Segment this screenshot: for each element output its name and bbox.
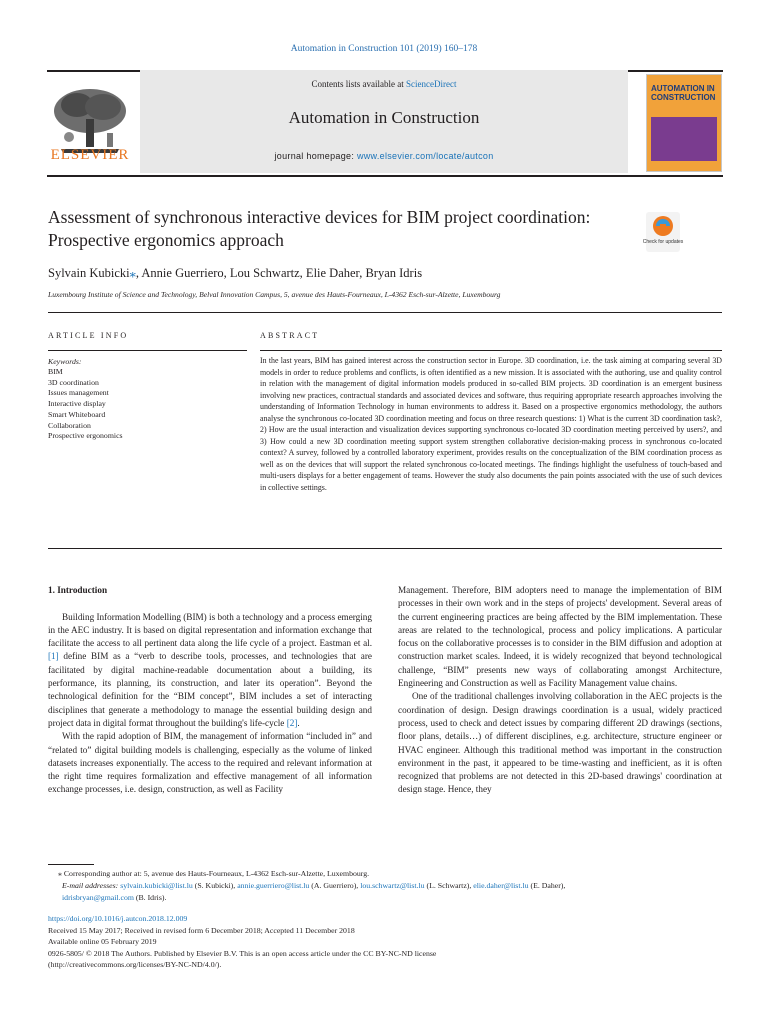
license-url[interactable]: (http://creativecommons.org/licenses/BY-NC-ND/4.0/).	[48, 960, 222, 969]
crossmark-text: Check for updates	[642, 239, 684, 245]
online-date: Available online 05 February 2019	[48, 937, 157, 946]
intro-paragraph-2: With the rapid adoption of BIM, the management of information “included in” and “related to” digital building models is challenging, especially as the volume of linked datasets increases exponentially. The access to the required and relevant information at the right time requires formalization and effective management of all information exchange processes, i.e. design, construction, as well as Facility	[48, 731, 372, 795]
journal-homepage	[140, 151, 628, 161]
homepage-link[interactable]: www.elsevier.com/locate/autcon	[356, 151, 494, 161]
email-link[interactable]: lou.schwartz@list.lu	[360, 881, 425, 890]
publisher-name: ELSEVIER	[50, 147, 130, 163]
intro-paragraph-1	[48, 611, 372, 731]
body-column-right	[398, 584, 722, 797]
email-label: E-mail addresses:	[62, 881, 119, 890]
received-dates: Received 15 May 2017; Received in revised form 6 December 2018; Accepted 11 December 2018	[48, 925, 355, 935]
footnote-rule	[48, 864, 94, 865]
doi-link[interactable]: https://doi.org/10.1016/j.autcon.2018.12.009	[48, 914, 188, 923]
abstract-label: ABSTRACT	[260, 331, 320, 340]
contents-prefix: Contents lists available at	[311, 79, 406, 89]
cover-title: AUTOMATION IN CONSTRUCTION	[651, 84, 716, 102]
keyword-list	[48, 367, 123, 442]
license-line: 0926-5805/ © 2018 The Authors. Published by Elsevier B.V. This is an open access article under the CC BY-NC-ND license	[48, 948, 437, 958]
journal-cover-image[interactable]	[646, 74, 722, 172]
keyword-item: Prospective ergonomics	[48, 431, 123, 441]
email-line	[48, 880, 722, 892]
keyword-item: Collaboration	[48, 420, 91, 430]
authors-rest: , Annie Guerriero, Lou Schwartz, Elie Daher, Bryan Idris	[135, 266, 423, 280]
homepage-prefix: journal homepage:	[274, 151, 357, 161]
affiliation: Luxembourg Institute of Science and Technology, Belval Innovation Campus, 5, avenue des Hauts-Fourneaux, L-4362 Esch-sur-Alzette, Luxembourg	[48, 290, 501, 299]
citation-link[interactable]: [1]	[48, 651, 59, 662]
keyword-item: Interactive display	[48, 399, 106, 409]
contents-line	[140, 79, 628, 89]
section-heading: 1. Introduction	[48, 585, 108, 595]
journal-reference[interactable]: Automation in Construction 101 (2019) 160–178	[290, 44, 478, 54]
check-for-updates-icon[interactable]	[642, 212, 684, 252]
keywords-label: Keywords:	[48, 357, 82, 366]
email-line-2	[48, 892, 722, 904]
email-link[interactable]: sylvain.kubicki@list.lu	[120, 881, 193, 890]
email-link[interactable]: elie.daher@list.lu	[473, 881, 529, 890]
abstract-bottom-rule	[48, 548, 722, 549]
intro-p1-text-a: Building Information Modelling (BIM) is both a technology and a process emerging in the AEC industry. It is based on digital representation and information exchange that facilitate the access to all pertinent data along the life cycle of a project. Eastman et al.	[48, 611, 372, 649]
email-owner: (S. Kubicki),	[192, 881, 238, 890]
article-title: Assessment of synchronous interactive devices for BIM project coordination: Prospective ergonomics approach	[48, 207, 591, 250]
email-owner: (E. Daher),	[528, 881, 566, 890]
abstract-rule	[260, 350, 722, 351]
header-bottom-rule	[47, 175, 723, 177]
keyword-item: Smart Whiteboard	[48, 409, 106, 419]
abstract-text: In the last years, BIM has gained interest across the construction sector in Europe. 3D coordination, i.e. the task aiming at comparing several 3D models in order to reduce problems and conflicts, is often identified as a new mission. It is associated with the authoring, use and quality control in relation with the management of digital information models produced in so-called BIM projects. 3D coordination is an emergent business involving new practices, contractual standards and associated devices and software, thus requiring appropriate research approaches involving the understanding of Information Technology in human environments to address it. Based on a prospective ergonomics methodology, the authors analyse the synchronous co-located 3D coordination meeting and focus on three research questions: 1) What is the current 3D coordination task?, 2) How are the usual interaction and visualization devices supporting synchronous co-located 3D coordination meeting perceived by users?, and 3) How could a new 3D coordination meeting support system strengthen collaborative decision-making process in synchronous co-located context? A survey, followed by a controlled laboratory experiment, provides results on the conceptualization of the BIM coordination process as well as on the devices that will support the related synchronous co-located meetings. The findings highlight the usefulness of touch-based and multi-users displays for a better engagement of teams. However the study also documents the pain points associated with the use of such devices in collective settings.	[260, 356, 722, 492]
footnotes	[48, 868, 722, 904]
author-first: Sylvain Kubicki	[48, 266, 130, 280]
corresponding-note: ⁎ Corresponding author at: 5, avenue des Hauts-Fourneaux, L-4362 Esch-sur-Alzette, Luxembourg.	[58, 869, 370, 878]
keyword-item: Issues management	[48, 388, 109, 398]
citation-link[interactable]: [2]	[286, 717, 298, 728]
article-metadata	[48, 913, 722, 971]
intro-paragraph-4: One of the traditional challenges involving collaboration in the AEC projects is the coordination of design. Design drawings coordination is a usual, widely practiced process, used to check and detect issues by comparing different 2D drawings (sections, floor plans, details…) of different disciplines, e.g. architecture, structure engineer or HVAC engineer. Although this traditional method was important in the construction environment in the past, it appeared to be time-wasting and inefficient, as it is often recognized that problems are not detected in this 2D-based drawings' coordination at design stage. Hence, they	[398, 691, 722, 795]
article-info-label: ARTICLE INFO	[48, 331, 129, 340]
keyword-item: 3D coordination	[48, 377, 99, 387]
email-link[interactable]: idrisbryan@gmail.com	[62, 893, 134, 902]
intro-paragraph-3: Management. Therefore, BIM adopters need to manage the implementation of BIM processes in their own work and in the steps of projects' development. Several areas of the current engineering practices are being affected by the BIM implementation. These areas are related to the technological, process and policy implications. A particular focus on the collaborative processes is to consider in the BIM diffusion and adoption at construction market scales. Indeed, it is widely recognized that beyond technological challenge, “BIM” presents new ways of collaborating amongst Architecture, Engineering and Construction as well as Facility Management value chains.	[398, 585, 722, 689]
body-column-left	[48, 584, 372, 797]
keyword-item: BIM	[48, 367, 63, 376]
corresponding-marker[interactable]: ⁎	[129, 266, 136, 280]
email-owner: (A. Guerriero),	[309, 881, 361, 890]
cover-graphic	[651, 117, 717, 161]
author-list	[48, 265, 422, 281]
journal-name: Automation in Construction	[288, 108, 480, 127]
intro-p1-text-c: .	[297, 717, 300, 728]
email-owner: (B. Idris).	[133, 893, 167, 902]
sciencedirect-link[interactable]: ScienceDirect	[406, 79, 457, 89]
email-owner: (L. Schwartz),	[424, 881, 474, 890]
info-top-rule	[48, 312, 722, 313]
article-info-rule	[48, 350, 247, 351]
email-link[interactable]: annie.guerriero@list.lu	[237, 881, 310, 890]
intro-p1-text-b: define BIM as a “verb to describe tools, processes, and technologies that are facilitated by digital machine-readable documentation about a building, its performance, its planning, its construction, and later its operation”. Beyond the technological definition for the “BIM concept”, BIM includes a set of interacting disciplines that generate a methodology to manage the essential building design and project data in digital format throughout the building's life-cycle	[48, 651, 372, 728]
